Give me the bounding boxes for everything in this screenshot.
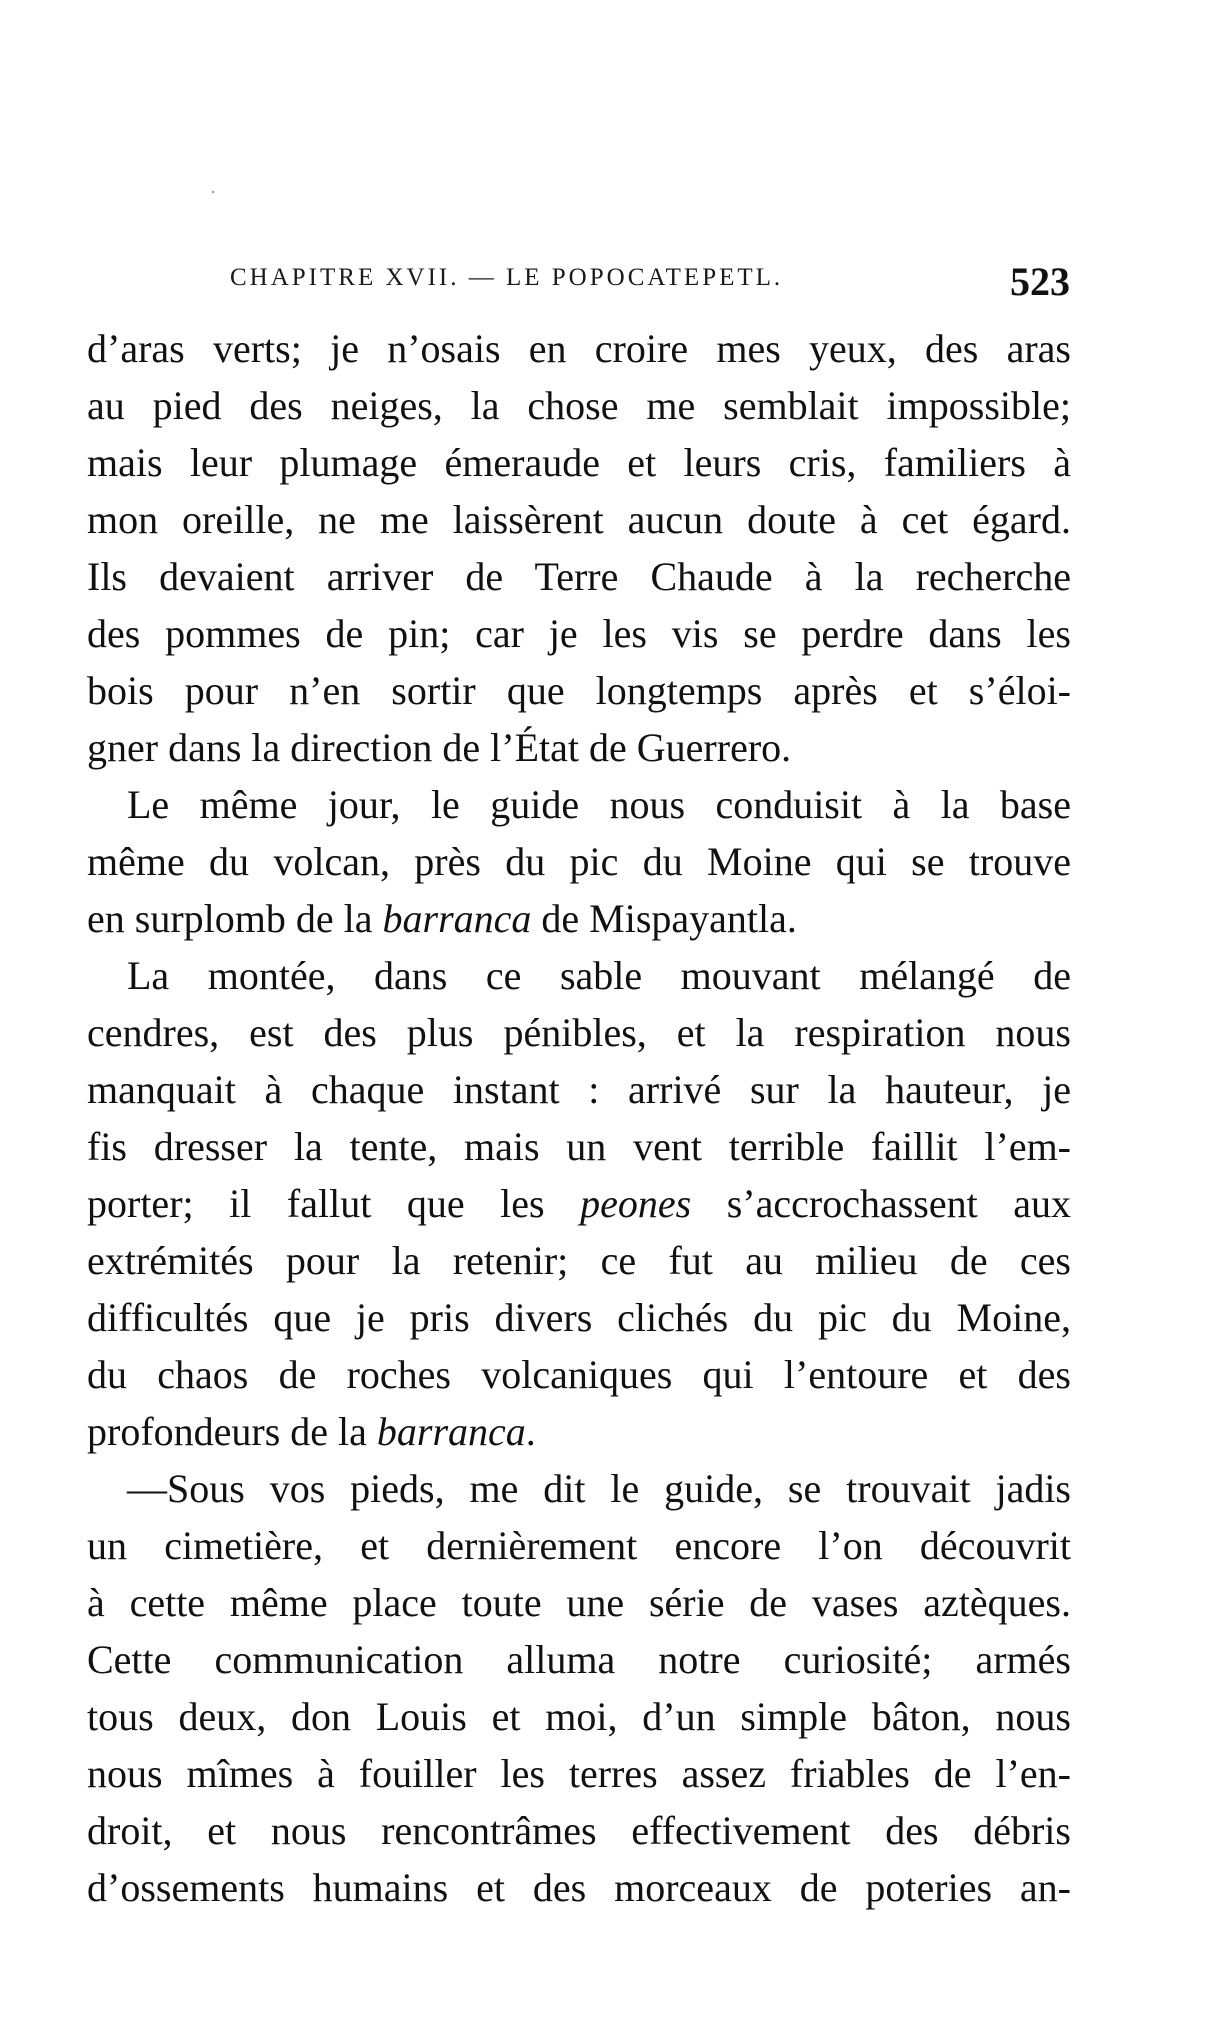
text-line: profondeurs de la barranca.	[87, 1409, 536, 1454]
text-line: bois pour n’en sortir que longtemps après et s’éloi-	[87, 668, 1071, 713]
text-line: mais leur plumage émeraude et leurs cris, familiers à	[87, 440, 1071, 485]
text-line: gner dans la direction de l’État de Guerrero.	[87, 725, 792, 770]
text-line: d’ossements humains et des morceaux de poteries an-	[87, 1865, 1071, 1910]
text-line: La montée, dans ce sable mouvant mélangé de	[127, 953, 1071, 998]
text-line: nous mîmes à fouiller les terres assez friables de l’en-	[87, 1751, 1071, 1796]
text-line: —Sous vos pieds, me dit le guide, se trouvait jadis	[127, 1466, 1071, 1511]
page-header	[230, 258, 1070, 302]
text-line: Ils devaient arriver de Terre Chaude à la recherche	[87, 554, 1071, 599]
text-line: droit, et nous rencontrâmes effectivement des débris	[87, 1808, 1071, 1853]
text-line: un cimetière, et dernièrement encore l’on découvrit	[87, 1523, 1071, 1568]
text-line: même du volcan, près du pic du Moine qui se trouve	[87, 839, 1071, 884]
text-line: Le même jour, le guide nous conduisit à la base	[127, 782, 1071, 827]
paper-speck	[212, 191, 214, 193]
text-line: au pied des neiges, la chose me semblait impossible;	[87, 383, 1071, 428]
text-line: tous deux, don Louis et moi, d’un simple bâton, nous	[87, 1694, 1071, 1739]
italic-term: barranca	[376, 1409, 526, 1454]
running-title: CHAPITRE XVII. — LE POPOCATEPETL.	[230, 264, 784, 291]
italic-term: barranca	[382, 896, 532, 941]
body-text	[87, 320, 1071, 1916]
text-line: des pommes de pin; car je les vis se perdre dans les	[87, 611, 1071, 656]
italic-term: peones	[580, 1181, 692, 1226]
text-line: à cette même place toute une série de vases aztèques.	[87, 1580, 1071, 1625]
text-line: extrémités pour la retenir; ce fut au milieu de ces	[87, 1238, 1071, 1283]
text-line: en surplomb de la barranca de Mispayantla.	[87, 896, 797, 941]
text-line: du chaos de roches volcaniques qui l’entoure et des	[87, 1352, 1071, 1397]
text-line: fis dresser la tente, mais un vent terrible faillit l’em-	[87, 1124, 1071, 1169]
text-line: difficultés que je pris divers clichés du pic du Moine,	[87, 1295, 1071, 1340]
page-number: 523	[1010, 259, 1070, 304]
text-line: d’aras verts; je n’osais en croire mes yeux, des aras	[87, 326, 1071, 371]
text-line: porter; il fallut que les peones s’accrochassent aux	[87, 1181, 1071, 1226]
text-line: Cette communication alluma notre curiosité; armés	[87, 1637, 1071, 1682]
text-line: mon oreille, ne me laissèrent aucun doute à cet égard.	[87, 497, 1071, 542]
text-line: manquait à chaque instant : arrivé sur la hauteur, je	[87, 1067, 1071, 1112]
text-line: cendres, est des plus pénibles, et la respiration nous	[87, 1010, 1071, 1055]
